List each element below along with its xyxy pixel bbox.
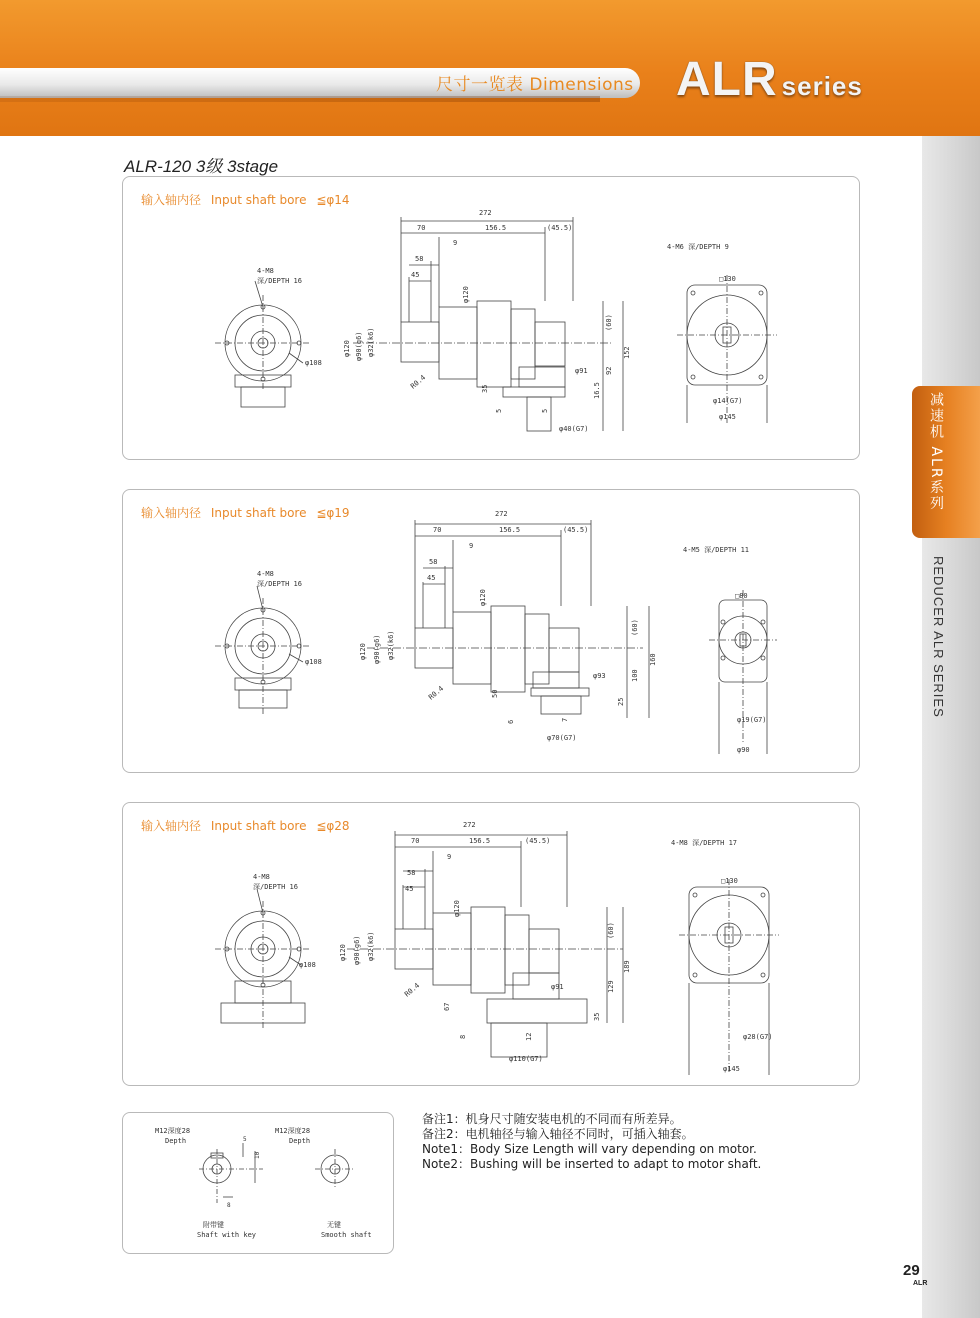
- front-view: [215, 586, 311, 714]
- side-dim-91: φ91: [575, 367, 588, 375]
- side-h-60: (60): [607, 922, 615, 939]
- side-overall-dim: 272: [479, 209, 492, 217]
- header-streak-shadow: [0, 96, 600, 102]
- side-dim-45: 45: [427, 574, 436, 582]
- right-cn-label: 无键: [327, 1221, 341, 1229]
- side-od-120: φ120: [359, 643, 367, 660]
- drawing-svg: [123, 490, 859, 772]
- motor-mount-label: 4-M5 深/DEPTH 11: [683, 546, 750, 554]
- side-od-32: φ32(k6): [387, 630, 395, 660]
- side-od-90: φ90(g6): [355, 331, 363, 361]
- panel-label-en: Input shaft bore: [210, 819, 307, 833]
- front-mount-label: 4-M8: [257, 267, 274, 275]
- side-h-35: 50: [491, 689, 499, 698]
- side-h-5b: 12: [525, 1032, 533, 1041]
- side-dim-58: 58: [429, 558, 438, 566]
- side-dim-9: 9: [469, 542, 474, 550]
- side-dim-40: φ70(G7): [547, 734, 577, 742]
- side-dim-455: (45.5): [525, 837, 551, 845]
- side-od-120: φ120: [343, 340, 351, 357]
- front-depth-label: 深/DEPTH 16: [257, 277, 302, 285]
- side-od-120: φ120: [339, 944, 347, 961]
- side-h-165: 35: [593, 1012, 601, 1021]
- key-dim-5: 5: [243, 1136, 247, 1143]
- panel-label-en: Input shaft bore: [210, 193, 307, 207]
- side-od-32: φ32(k6): [367, 327, 375, 357]
- note-line: 备注2：电机轴径与输入轴径不同时，可插入轴套。: [422, 1127, 694, 1141]
- drawing-svg: [123, 803, 859, 1085]
- front-mount-label: 4-M8: [257, 570, 274, 578]
- side-dim-9: 9: [453, 239, 458, 247]
- motor-square-label: □80: [735, 592, 748, 600]
- side-dim-455: (45.5): [547, 224, 573, 232]
- side-dim-91: φ93: [593, 672, 606, 680]
- front-depth-label: 深/DEPTH 16: [253, 883, 298, 891]
- panel-label-en: Input shaft bore: [210, 506, 307, 520]
- left-depth-label: Depth: [165, 1137, 187, 1145]
- side-h-5b: 7: [561, 717, 569, 722]
- drawing-panel-3: [122, 802, 860, 1086]
- side-dim-58: 58: [407, 869, 416, 877]
- shaft-type-box: [122, 1112, 394, 1254]
- drawing-panel-2: [122, 489, 860, 773]
- left-en-label: Shaft with key: [197, 1231, 257, 1239]
- page-code: ALR: [913, 1280, 928, 1287]
- panel-label-cn: 输入轴内径: [141, 819, 202, 833]
- side-dim-40: φ40(G7): [559, 425, 589, 433]
- panel-label-value: ≦φ14: [316, 193, 350, 207]
- key-dim-10: 10: [254, 1151, 261, 1159]
- side-h-165: 16.5: [593, 382, 601, 399]
- right-thread-label: M12深度28: [275, 1127, 311, 1135]
- note-line: Note2：Bushing will be inserted to adapt to motor shaft.: [422, 1157, 762, 1171]
- side-dim-91: φ91: [551, 983, 564, 991]
- side-view: [367, 520, 649, 718]
- side-h-35: 35: [481, 384, 489, 393]
- page-number: 29: [903, 1262, 920, 1279]
- side-h-152: 152: [623, 346, 631, 359]
- front-pcd-label: φ108: [299, 961, 316, 969]
- side-dim-58: 58: [415, 255, 424, 263]
- right-depth-label: Depth: [289, 1137, 311, 1145]
- motor-flange-view: [709, 590, 777, 754]
- motor-outer-label: φ145: [719, 413, 736, 421]
- front-depth-label: 深/DEPTH 16: [257, 580, 302, 588]
- panel-label-value: ≦φ28: [316, 819, 350, 833]
- panel-label-value: ≦φ19: [316, 506, 350, 520]
- side-od-90: φ90(g6): [373, 634, 381, 664]
- motor-bore-label: φ14(G7): [713, 397, 743, 405]
- side-dim-1565: 156.5: [469, 837, 491, 845]
- side-h-5b: 5: [541, 408, 549, 413]
- sidebar-en-label: REDUCER ALR SERIES: [931, 556, 946, 718]
- motor-outer-label: φ145: [723, 1065, 740, 1073]
- side-dim-d120: φ120: [453, 900, 461, 917]
- front-pcd-label: φ108: [305, 658, 322, 666]
- side-dim-45: 45: [405, 885, 414, 893]
- left-thread-label: M12深度28: [155, 1127, 191, 1135]
- side-dim-1565: 156.5: [485, 224, 507, 232]
- side-h-35: 67: [443, 1002, 451, 1011]
- motor-square-label: □130: [719, 275, 736, 283]
- side-overall-dim: 272: [495, 510, 508, 518]
- shaft-type-svg: [123, 1113, 393, 1253]
- drawing-panel-1: [122, 176, 860, 460]
- side-od-90: φ90(g6): [353, 935, 361, 965]
- front-mount-label: 4-M8: [253, 873, 270, 881]
- side-h-152: 189: [623, 960, 631, 973]
- side-dim-9: 9: [447, 853, 452, 861]
- motor-outer-label: φ90: [737, 746, 750, 754]
- panel-label: [141, 504, 356, 521]
- side-od-32: φ32(k6): [367, 931, 375, 961]
- side-dim-40: φ110(G7): [509, 1055, 543, 1063]
- side-dim-455: (45.5): [563, 526, 589, 534]
- drawing-svg: [123, 177, 859, 459]
- front-view: [215, 281, 311, 407]
- front-pcd-label: φ108: [305, 359, 322, 367]
- side-h-92: 92: [605, 366, 613, 375]
- side-dim-70: 70: [433, 526, 442, 534]
- sidebar-tab: [912, 386, 980, 538]
- side-dim-70: 70: [417, 224, 426, 232]
- side-radius: R0.4: [427, 684, 446, 702]
- left-cn-label: 附带键: [203, 1221, 224, 1229]
- side-h-165: 25: [617, 697, 625, 706]
- side-h-5a: 6: [507, 719, 515, 724]
- side-h-152: 160: [649, 653, 657, 666]
- side-view: [347, 831, 623, 1057]
- side-dim-d120: φ120: [462, 286, 470, 303]
- motor-square-label: □130: [721, 877, 738, 885]
- page-title: ALR-120 3级 3stage: [124, 157, 279, 176]
- note-line: Note1：Body Size Length will vary depending on motor.: [422, 1142, 757, 1156]
- side-h-5a: 5: [495, 408, 503, 413]
- panel-label-cn: 输入轴内径: [141, 506, 202, 520]
- side-overall-dim: 272: [463, 821, 476, 829]
- right-en-label: Smooth shaft: [321, 1231, 372, 1239]
- smooth-shaft-drawing: [315, 1149, 355, 1189]
- side-dim-1565: 156.5: [499, 526, 521, 534]
- panel-label: [141, 191, 356, 208]
- side-h-92: 129: [607, 980, 615, 993]
- side-radius: R0.4: [403, 981, 422, 999]
- brand-main: ALR: [676, 53, 778, 106]
- side-h-92: 100: [631, 669, 639, 682]
- panel-label: [141, 817, 356, 834]
- side-radius: R0.4: [409, 373, 428, 391]
- side-dim-d120: φ120: [479, 589, 487, 606]
- motor-bore-label: φ19(G7): [737, 716, 767, 724]
- motor-mount-label: 4-M8 深/DEPTH 17: [671, 839, 738, 847]
- header-title: 尺寸一览表 Dimensions: [436, 75, 634, 95]
- side-view: [353, 217, 623, 431]
- motor-flange-view: [679, 879, 779, 1075]
- panel-label-cn: 输入轴内径: [141, 193, 202, 207]
- side-dim-70: 70: [411, 837, 420, 845]
- right-sidebar: [922, 136, 980, 1318]
- sidebar-cn-label: 减速机 ALR系列: [928, 392, 944, 512]
- motor-mount-label: 4-M6 深/DEPTH 9: [667, 243, 729, 251]
- front-view: [215, 889, 311, 1029]
- key-dim-8: 8: [227, 1202, 231, 1209]
- brand-sub: series: [781, 71, 863, 101]
- side-h-60: (60): [605, 314, 613, 331]
- note-line: 备注1：机身尺寸随安装电机的不同而有所差异。: [422, 1112, 682, 1126]
- brand-logo: [676, 52, 863, 107]
- motor-bore-label: φ28(G7): [743, 1033, 773, 1041]
- side-dim-45: 45: [411, 271, 420, 279]
- side-h-5a: 8: [459, 1034, 467, 1039]
- side-h-60: (60): [631, 619, 639, 636]
- notes-block: [422, 1112, 761, 1172]
